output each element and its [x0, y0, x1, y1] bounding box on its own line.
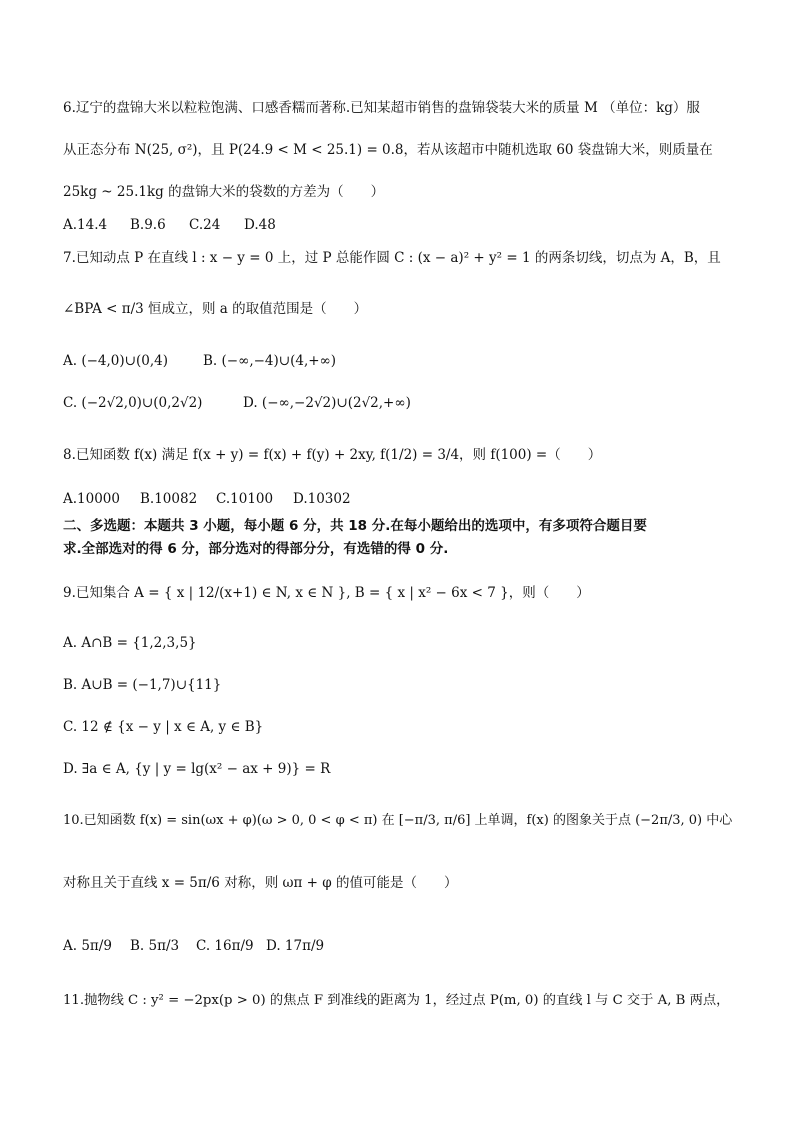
q10-line1: 10.已知函数 f(x) = sin(ωx + φ)(ω > 0, 0 < φ < π) 在 [−π/3, π/6] 上单调，f(x) 的图象关于点 (−2π/3, 0) 中心	[63, 813, 733, 828]
q7-option-c: C. (−2√2,0)∪(0,2√2)	[63, 395, 203, 411]
q10-option-b: B. 5π/3	[130, 938, 180, 954]
q6-line2: 从正态分布 N(25, σ²)，且 P(24.9 < M < 25.1) = 0.8，若从该超市中随机选取 60 袋盘锦大米，则质量在	[63, 142, 713, 158]
q7-option-d: D. (−∞,−2√2)∪(2√2,+∞)	[243, 395, 411, 411]
q9-option-b: B. A∪B = (−1,7)∪{11}	[63, 677, 222, 693]
q8-option-a: A.10000	[63, 491, 120, 507]
q7-option-a: A. (−4,0)∪(0,4)	[63, 353, 168, 369]
q10-line2: 对称且关于直线 x = 5π/6 对称，则 ωπ + φ 的值可能是（ ）	[63, 875, 458, 891]
q6-line1: 6.辽宁的盘锦大米以粒粒饱满、口感香糯而著称.已知某超市销售的盘锦袋装大米的质量 M （单位：kg）服	[63, 100, 700, 116]
q6-option-a: A.14.4	[63, 217, 108, 233]
q6-option-d: D.48	[244, 217, 276, 233]
q11-line1: 11.抛物线 C : y² = −2px(p > 0) 的焦点 F 到准线的距离为 1，经过点 P(m, 0) 的直线 l 与 C 交于 A, B 两点，	[63, 993, 730, 1008]
q7-option-b: B. (−∞,−4)∪(4,+∞)	[203, 353, 337, 369]
q6-option-c: C.24	[189, 217, 221, 233]
q6-option-b: B.9.6	[130, 217, 166, 233]
q10-option-c: C. 16π/9	[196, 938, 254, 954]
section2-heading-line2: 求.全部选对的得 6 分，部分选对的得部分分，有选错的得 0 分.	[63, 541, 449, 557]
q6-line3: 25kg ~ 25.1kg 的盘锦大米的袋数的方差为（ ）	[63, 184, 385, 200]
q10-option-d: D. 17π/9	[266, 938, 325, 954]
q9-option-c: C. 12 ∉ {x − y | x ∈ A, y ∈ B}	[63, 719, 264, 735]
q10-option-a: A. 5π/9	[63, 938, 112, 954]
q9-option-a: A. A∩B = {1,2,3,5}	[63, 635, 197, 651]
q7-line1: 7.已知动点 P 在直线 l : x − y = 0 上，过 P 总能作圆 C : (x − a)² + y² = 1 的两条切线，切点为 A，B，且	[63, 250, 721, 266]
q8-option-b: B.10082	[140, 491, 198, 507]
q7-line2: ∠BPA < π/3 恒成立，则 a 的取值范围是（ ）	[63, 301, 368, 317]
q9-option-d: D. ∃a ∈ A, {y | y = lg(x² − ax + 9)} = R	[63, 761, 331, 777]
q8-option-c: C.10100	[216, 491, 274, 507]
q9-line1: 9.已知集合 A = { x | 12/(x+1) ∈ N, x ∈ N }, B = { x | x² − 6x < 7 }，则（ ）	[63, 585, 590, 601]
q8-line1: 8.已知函数 f(x) 满足 f(x + y) = f(x) + f(y) + 2xy, f(1/2) = 3/4，则 f(100) =（ ）	[63, 447, 602, 463]
q8-option-d: D.10302	[293, 491, 351, 507]
section2-heading-line1: 二、多选题：本题共 3 小题，每小题 6 分，共 18 分.在每小题给出的选项中，有多项符合题目要	[63, 518, 647, 534]
